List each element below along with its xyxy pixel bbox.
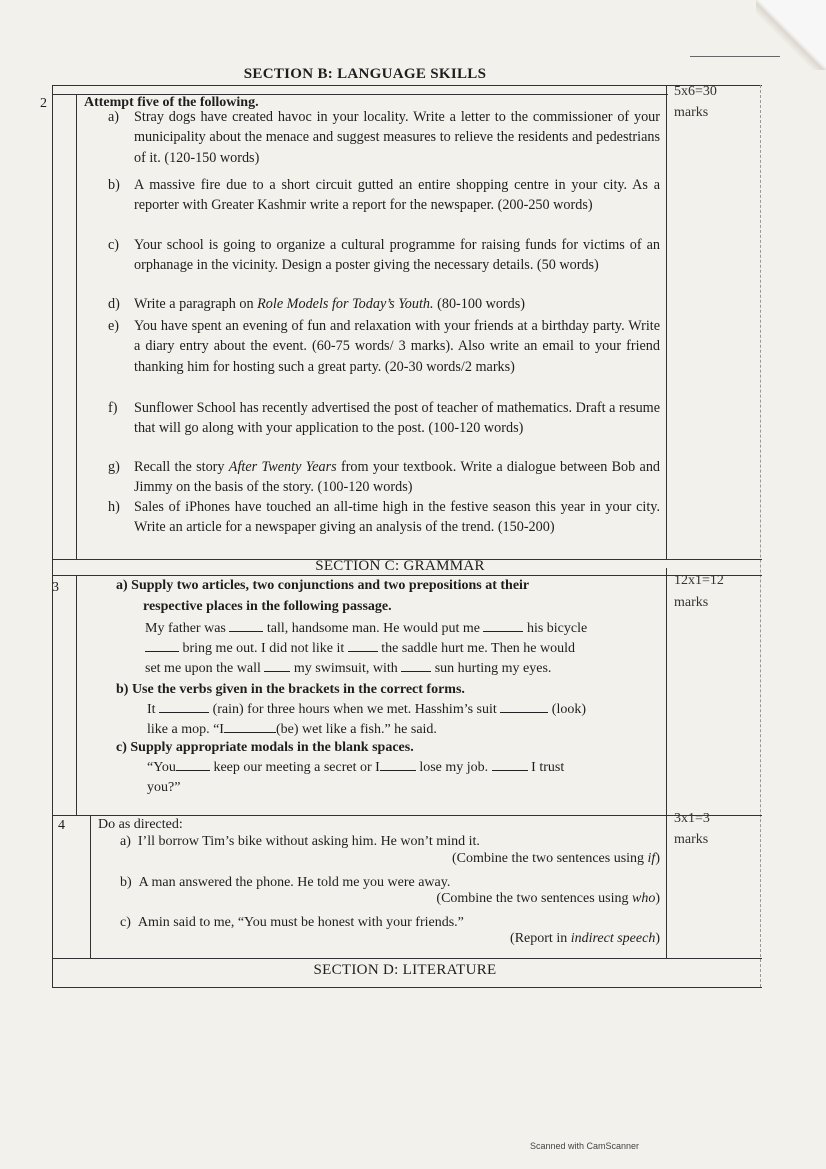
item-label: b) — [108, 177, 120, 193]
row-divider — [52, 815, 762, 816]
question-instruction: Do as directed: — [98, 817, 183, 832]
top-rule — [690, 56, 780, 57]
question-item — [120, 873, 450, 894]
passage-line: “You keep our meeting a secret or I lose my job. I trust — [147, 760, 565, 775]
item-label: h) — [108, 499, 120, 515]
item-text: Recall the story After Twenty Years from your textbook. Write a dialogue between Bob and Jimmy on the basis of the story. (100-120 words) — [134, 459, 661, 496]
item-text: Write a paragraph on Role Models for Today’s Youth. (80-100 words) — [134, 296, 525, 312]
fill-blank[interactable] — [159, 700, 209, 713]
col-divider — [76, 94, 77, 559]
table-right-border — [760, 85, 761, 987]
passage-line: like a mop. “I (be) wet like a fish.” he said. — [147, 722, 437, 737]
subquestion-title: c) Supply appropriate modals in the blank spaces. — [116, 740, 414, 755]
marks-label: 12x1=12 — [674, 573, 724, 588]
item-label: b) — [120, 875, 132, 890]
table-bottom-border — [52, 987, 762, 988]
item-text: Sales of iPhones have touched an all-time high in the festive season this year in your city. Write an article for a newspaper giving an analysis of the trend. (150-200) — [134, 499, 660, 536]
question-item — [120, 913, 464, 934]
fill-blank[interactable] — [483, 619, 523, 632]
section-b-heading: SECTION B: LANGUAGE SKILLS — [243, 66, 487, 82]
marks-divider — [666, 568, 667, 818]
item-text: I’ll borrow Tim’s bike without asking him. He won’t mind it. — [137, 834, 480, 849]
question-number: 4 — [58, 818, 65, 833]
item-label: g) — [108, 459, 120, 475]
item-text: Amin said to me, “You must be honest with your friends.” — [137, 915, 464, 930]
item-hint: (Report in indirect speech) — [510, 931, 660, 946]
question-instruction: Attempt five of the following. — [84, 95, 259, 110]
subquestion-title: a) Supply two articles, two conjunctions and two prepositions at their — [116, 578, 530, 593]
subquestion-title: respective places in the following passage. — [143, 599, 392, 614]
item-label: f) — [108, 400, 118, 416]
item-text: Your school is going to organize a cultural programme for raising funds for victims of an orphanage in the vicinity. Design a poster giving the necessary details. (50 words) — [134, 237, 660, 274]
marks-divider — [666, 85, 667, 560]
question-number: 3 — [52, 580, 59, 595]
section-d-heading: SECTION D: LITERATURE — [313, 962, 497, 978]
fill-blank[interactable] — [348, 639, 378, 652]
page-fold-corner — [756, 0, 826, 70]
fill-blank[interactable] — [145, 639, 179, 652]
item-hint: (Combine the two sentences using who) — [436, 891, 660, 906]
item-text: A man answered the phone. He told me you were away. — [138, 875, 451, 890]
item-text: You have spent an evening of fun and relaxation with your friends at a birthday party. Write a diary entry about the event. (60-75 words/ 3 marks). Also write an email to your friend thanking him for hosting such a great party. (20-30 words/2 marks) — [134, 318, 660, 375]
item-label: d) — [108, 296, 120, 312]
item-label: c) — [108, 237, 120, 253]
table-left-border — [52, 85, 53, 987]
question-number: 2 — [40, 96, 47, 111]
col-divider — [76, 575, 77, 815]
item-label: c) — [120, 915, 131, 930]
section-divider — [52, 958, 762, 959]
marks-label: marks — [674, 105, 709, 120]
fill-blank[interactable] — [380, 758, 416, 771]
fill-blank[interactable] — [401, 659, 431, 672]
marks-divider — [666, 808, 667, 958]
marks-label: 3x1=3 — [674, 811, 710, 826]
passage-line: you?” — [147, 780, 181, 795]
item-label: a) — [120, 834, 131, 849]
item-hint: (Combine the two sentences using if) — [451, 851, 660, 866]
fill-blank[interactable] — [229, 619, 263, 632]
table-top-border — [52, 85, 762, 86]
item-text: Stray dogs have created havoc in your locality. Write a letter to the commissioner of your municipality about the menace and suggest measures to relieve the residents and pedestrians of it. (120-150 words) — [134, 109, 660, 166]
marks-label: marks — [674, 832, 709, 847]
col-divider — [90, 815, 91, 958]
item-text: A massive fire due to a short circuit gutted an entire shopping centre in your city. As a reporter with Greater Kashmir write a report for the newspaper. (200-250 words) — [134, 177, 660, 214]
fill-blank[interactable] — [224, 720, 276, 733]
passage-line: It (rain) for three hours when we met. Hasshim’s suit (look) — [147, 702, 586, 717]
fill-blank[interactable] — [264, 659, 290, 672]
fill-blank[interactable] — [500, 700, 548, 713]
subquestion-title: b) Use the verbs given in the brackets in the correct forms. — [116, 682, 465, 697]
passage-line: My father was tall, handsome man. He would put me his bicycle — [145, 621, 588, 636]
marks-label: 5x6=30 — [674, 84, 717, 99]
section-c-heading: SECTION C: GRAMMAR — [315, 558, 485, 574]
passage-line: bring me out. I did not like it the saddle hurt me. Then he would — [145, 639, 575, 660]
item-text: Sunflower School has recently advertised the post of teacher of mathematics. Draft a resume that will go along with your application to the post. (100-120 words) — [134, 400, 660, 437]
marks-label: marks — [674, 595, 709, 610]
fill-blank[interactable] — [176, 758, 210, 771]
fill-blank[interactable] — [492, 758, 528, 771]
question-item — [120, 832, 480, 853]
passage-line: set me upon the wall my swimsuit, with sun hurting my eyes. — [145, 661, 552, 676]
scanner-watermark: Scanned with CamScanner — [530, 1141, 640, 1151]
item-label: e) — [108, 318, 120, 334]
item-label: a) — [108, 109, 120, 125]
